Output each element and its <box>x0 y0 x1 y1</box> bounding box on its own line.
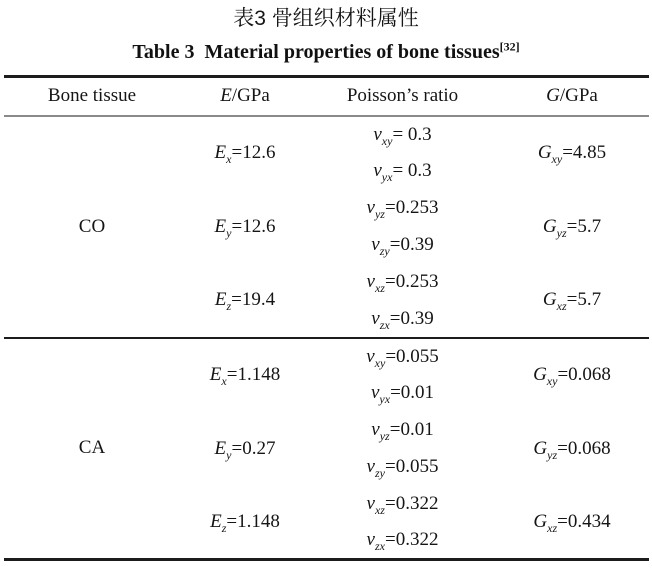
poisson-value-cell: $v_{xy}=0.055$ <box>366 345 439 370</box>
tissue-cell-co: CO <box>78 215 106 237</box>
g-value-cell: $G_{yz}=5.7$ <box>542 215 602 240</box>
header-bone-tissue: Bone tissue <box>47 85 137 107</box>
material-properties-table <box>4 75 649 561</box>
e-value-cell: $E_z=19.4$ <box>214 289 276 313</box>
table-title-chinese: 表3 骨组织材料属性 <box>233 7 419 30</box>
poisson-value-cell: $v_{yz}=0.01$ <box>371 419 434 443</box>
poisson-value-cell: $v_{xy}= 0.3$ <box>373 123 432 148</box>
e-value-cell: $E_x=1.148$ <box>209 364 281 388</box>
header-g-gpa: G/GPa <box>546 85 598 107</box>
poisson-value-cell: $v_{xz}=0.253$ <box>366 271 439 295</box>
g-value-cell: $G_{xy}=4.85$ <box>537 142 607 166</box>
table-row <box>4 338 649 375</box>
poisson-value-cell: $v_{zy}=0.39$ <box>371 234 434 258</box>
header-e-gpa: E/GPa <box>220 85 270 107</box>
header-poissons-ratio: Poisson’s ratio <box>346 85 459 107</box>
g-value-cell: $G_{xz}=0.434$ <box>533 510 611 535</box>
poisson-value-cell: $v_{zy}=0.055$ <box>366 456 439 480</box>
tissue-cell-ca: CA <box>78 437 106 459</box>
e-value-cell: $E_z=1.148$ <box>210 510 280 535</box>
poisson-value-cell: $v_{zx}=0.322$ <box>366 529 439 554</box>
table-title-english <box>0 38 652 66</box>
table-title-english-text: Table 3 Material properties of bone tissues <box>132 41 500 63</box>
table-row <box>4 116 649 153</box>
poisson-value-cell: $v_{yz}=0.253$ <box>366 197 439 221</box>
header-row <box>4 77 649 116</box>
g-value-cell: $G_{xz}=5.7$ <box>542 289 602 313</box>
e-value-cell: $E_x=12.6$ <box>214 142 276 166</box>
g-value-cell: $G_{yz}=0.068$ <box>533 437 611 462</box>
citation-ref: [32] <box>499 39 520 54</box>
poisson-value-cell: $v_{yx}=0.01$ <box>370 382 435 406</box>
poisson-value-cell: $v_{zx}=0.39$ <box>371 307 434 332</box>
poisson-value-cell: $v_{xz}=0.322$ <box>366 493 439 517</box>
g-value-cell: $G_{xy}=0.068$ <box>533 364 611 388</box>
e-value-cell: $E_y=12.6$ <box>214 215 276 240</box>
e-value-cell: $E_y=0.27$ <box>214 437 276 462</box>
poisson-value-cell: $v_{yx}= 0.3$ <box>373 160 432 184</box>
